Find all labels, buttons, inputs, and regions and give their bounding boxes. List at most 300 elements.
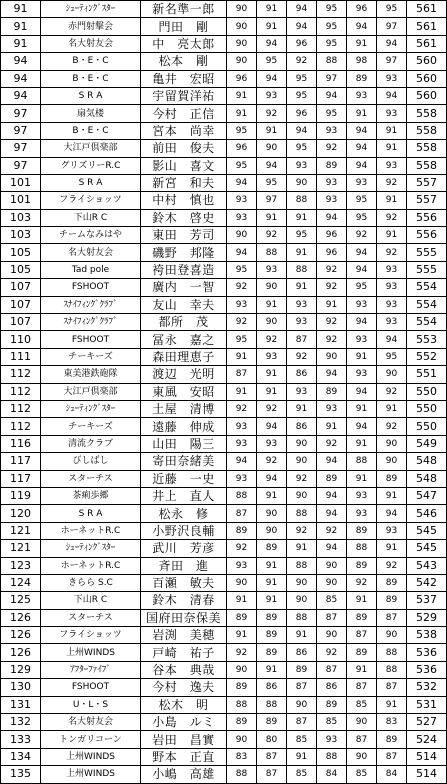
- name-cell: 野本 正直: [141, 748, 227, 765]
- series-score-cell: 90: [317, 574, 347, 591]
- series-score-cell: 90: [347, 714, 377, 731]
- name-cell: 松木 明: [141, 696, 227, 713]
- series-score-cell: 91: [377, 227, 407, 244]
- series-score-cell: 94: [347, 383, 377, 400]
- total-cell: 527: [407, 714, 447, 731]
- series-score-cell: 90: [377, 453, 407, 470]
- series-score-cell: 88: [287, 505, 317, 522]
- series-score-cell: 91: [377, 540, 407, 557]
- table-row: [1, 557, 447, 574]
- series-score-cell: 97: [377, 18, 407, 35]
- series-score-cell: 94: [317, 453, 347, 470]
- rank-cell: 112: [1, 418, 41, 435]
- team-cell: 清流クラブ: [41, 435, 141, 452]
- series-score-cell: 88: [317, 53, 347, 70]
- series-score-cell: 91: [287, 209, 317, 226]
- series-score-cell: 95: [227, 157, 257, 174]
- series-score-cell: 90: [257, 140, 287, 157]
- series-score-cell: 90: [227, 35, 257, 52]
- series-score-cell: 95: [377, 1, 407, 18]
- table-row: [1, 105, 447, 122]
- total-cell: 514: [407, 766, 447, 783]
- series-score-cell: 95: [227, 122, 257, 139]
- series-score-cell: 93: [257, 261, 287, 278]
- series-score-cell: 87: [227, 366, 257, 383]
- total-cell: 555: [407, 244, 447, 261]
- series-score-cell: 91: [347, 105, 377, 122]
- series-score-cell: 96: [317, 244, 347, 261]
- series-score-cell: 91: [287, 279, 317, 296]
- table-row: [1, 627, 447, 644]
- rank-cell: 97: [1, 157, 41, 174]
- series-score-cell: 89: [257, 627, 287, 644]
- total-cell: 524: [407, 731, 447, 748]
- series-score-cell: 89: [317, 157, 347, 174]
- series-score-cell: 91: [347, 400, 377, 417]
- name-cell: 新宮 和夫: [141, 174, 227, 191]
- team-cell: 扇気楼: [41, 105, 141, 122]
- rank-cell: 107: [1, 314, 41, 331]
- series-score-cell: 85: [317, 592, 347, 609]
- name-cell: 岩渕 美穂: [141, 627, 227, 644]
- name-cell: 中村 慎也: [141, 192, 227, 209]
- series-score-cell: 92: [287, 470, 317, 487]
- series-score-cell: 95: [317, 105, 347, 122]
- name-cell: 松永 修: [141, 505, 227, 522]
- total-cell: 532: [407, 679, 447, 696]
- rank-cell: 111: [1, 348, 41, 365]
- total-cell: 557: [407, 174, 447, 191]
- name-cell: 近藤 一史: [141, 470, 227, 487]
- table-row: [1, 435, 447, 452]
- table-row: [1, 453, 447, 470]
- series-score-cell: 87: [287, 679, 317, 696]
- name-cell: 土屋 清博: [141, 400, 227, 417]
- name-cell: 岩田 昌實: [141, 731, 227, 748]
- rank-cell: 105: [1, 244, 41, 261]
- series-score-cell: 94: [227, 174, 257, 191]
- series-score-cell: 94: [227, 244, 257, 261]
- table-row: [1, 731, 447, 748]
- table-row: [1, 279, 447, 296]
- total-cell: 550: [407, 418, 447, 435]
- series-score-cell: 90: [287, 574, 317, 591]
- series-score-cell: 91: [377, 487, 407, 504]
- team-cell: チーキーズ: [41, 418, 141, 435]
- total-cell: 538: [407, 627, 447, 644]
- table-row: [1, 157, 447, 174]
- name-cell: 松本 剛: [141, 53, 227, 70]
- series-score-cell: 92: [257, 105, 287, 122]
- total-cell: 555: [407, 261, 447, 278]
- series-score-cell: 89: [227, 714, 257, 731]
- table-row: [1, 70, 447, 87]
- team-cell: U・L・S: [41, 696, 141, 713]
- series-score-cell: 94: [347, 418, 377, 435]
- series-score-cell: 88: [227, 487, 257, 504]
- table-row: [1, 383, 447, 400]
- series-score-cell: 90: [317, 557, 347, 574]
- team-cell: 名大射友会: [41, 714, 141, 731]
- table-row: [1, 1, 447, 18]
- name-cell: 井上 直人: [141, 487, 227, 504]
- name-cell: 宇留賀洋祐: [141, 87, 227, 104]
- series-score-cell: 96: [317, 227, 347, 244]
- series-score-cell: 91: [347, 348, 377, 365]
- series-score-cell: 95: [287, 140, 317, 157]
- series-score-cell: 94: [317, 540, 347, 557]
- name-cell: 寄田奈緒美: [141, 453, 227, 470]
- rank-cell: 116: [1, 435, 41, 452]
- series-score-cell: 91: [377, 192, 407, 209]
- team-cell: Tad pole: [41, 261, 141, 278]
- rank-cell: 112: [1, 400, 41, 417]
- series-score-cell: 86: [257, 679, 287, 696]
- series-score-cell: 92: [227, 644, 257, 661]
- name-cell: 影山 喜文: [141, 157, 227, 174]
- series-score-cell: 87: [287, 714, 317, 731]
- table-row: [1, 366, 447, 383]
- series-score-cell: 84: [377, 766, 407, 783]
- series-score-cell: 91: [317, 418, 347, 435]
- rank-cell: 97: [1, 105, 41, 122]
- series-score-cell: 94: [377, 505, 407, 522]
- series-score-cell: 92: [287, 348, 317, 365]
- series-score-cell: 90: [257, 522, 287, 539]
- name-cell: 森田理恵子: [141, 348, 227, 365]
- rank-cell: 91: [1, 1, 41, 18]
- table-row: [1, 487, 447, 504]
- rank-cell: 124: [1, 574, 41, 591]
- series-score-cell: 87: [347, 731, 377, 748]
- series-score-cell: 92: [377, 244, 407, 261]
- total-cell: 557: [407, 192, 447, 209]
- series-score-cell: 92: [317, 261, 347, 278]
- series-score-cell: 95: [227, 331, 257, 348]
- series-score-cell: 90: [227, 53, 257, 70]
- series-score-cell: 92: [317, 140, 347, 157]
- total-cell: 536: [407, 644, 447, 661]
- name-cell: 小嶋 高雄: [141, 766, 227, 783]
- name-cell: 袴田登喜造: [141, 261, 227, 278]
- team-cell: きらら S.C: [41, 574, 141, 591]
- series-score-cell: 97: [377, 53, 407, 70]
- series-score-cell: 93: [347, 87, 377, 104]
- series-score-cell: 96: [287, 35, 317, 52]
- series-score-cell: 94: [377, 35, 407, 52]
- series-score-cell: 95: [287, 227, 317, 244]
- series-score-cell: 91: [257, 209, 287, 226]
- series-score-cell: 91: [377, 696, 407, 713]
- name-cell: 百瀬 敏夫: [141, 574, 227, 591]
- table-row: [1, 540, 447, 557]
- name-cell: 武川 芳彦: [141, 540, 227, 557]
- team-cell: ｼｭｰﾃｨﾝｸﾞｽﾀｰ: [41, 1, 141, 18]
- team-cell: 大江戸倶楽部: [41, 383, 141, 400]
- series-score-cell: 89: [287, 661, 317, 678]
- series-score-cell: 93: [377, 296, 407, 313]
- total-cell: 558: [407, 157, 447, 174]
- name-cell: 渡辺 光明: [141, 366, 227, 383]
- series-score-cell: 89: [227, 522, 257, 539]
- series-score-cell: 93: [227, 209, 257, 226]
- series-score-cell: 90: [287, 435, 317, 452]
- table-row: [1, 227, 447, 244]
- series-score-cell: 80: [257, 731, 287, 748]
- series-score-cell: 93: [257, 435, 287, 452]
- table-row: [1, 592, 447, 609]
- name-cell: 小野沢良輔: [141, 522, 227, 539]
- series-score-cell: 91: [257, 383, 287, 400]
- series-score-cell: 91: [377, 400, 407, 417]
- series-score-cell: 85: [287, 766, 317, 783]
- series-score-cell: 90: [227, 731, 257, 748]
- name-cell: 東田 芳司: [141, 227, 227, 244]
- total-cell: 551: [407, 366, 447, 383]
- team-cell: B・E・C: [41, 53, 141, 70]
- series-score-cell: 94: [317, 209, 347, 226]
- team-cell: ｼｭｰﾃｨﾝｸﾞｽﾀｰ: [41, 540, 141, 557]
- series-score-cell: 96: [347, 1, 377, 18]
- total-cell: 554: [407, 279, 447, 296]
- table-row: [1, 244, 447, 261]
- series-score-cell: 92: [257, 400, 287, 417]
- total-cell: 550: [407, 383, 447, 400]
- team-cell: S R A: [41, 505, 141, 522]
- series-score-cell: 94: [227, 453, 257, 470]
- series-score-cell: 93: [347, 174, 377, 191]
- total-cell: 545: [407, 540, 447, 557]
- series-score-cell: 88: [227, 766, 257, 783]
- series-score-cell: 89: [257, 644, 287, 661]
- series-score-cell: 87: [347, 627, 377, 644]
- team-cell: 名大射友会: [41, 244, 141, 261]
- table-row: [1, 714, 447, 731]
- series-score-cell: 83: [377, 714, 407, 731]
- series-score-cell: 93: [257, 87, 287, 104]
- table-row: [1, 609, 447, 626]
- series-score-cell: 91: [257, 592, 287, 609]
- rank-cell: 135: [1, 766, 41, 783]
- series-score-cell: 94: [347, 18, 377, 35]
- rank-cell: 94: [1, 53, 41, 70]
- team-cell: びしばし: [41, 453, 141, 470]
- total-cell: 537: [407, 592, 447, 609]
- team-cell: FSHOOT: [41, 279, 141, 296]
- rank-cell: 101: [1, 192, 41, 209]
- rank-cell: 133: [1, 731, 41, 748]
- rank-cell: 107: [1, 279, 41, 296]
- series-score-cell: 94: [287, 1, 317, 18]
- team-cell: フライショッツ: [41, 192, 141, 209]
- total-cell: 554: [407, 296, 447, 313]
- total-cell: 531: [407, 696, 447, 713]
- rank-cell: 125: [1, 592, 41, 609]
- team-cell: スターチス: [41, 609, 141, 626]
- series-score-cell: 89: [377, 731, 407, 748]
- total-cell: 546: [407, 505, 447, 522]
- series-score-cell: 89: [347, 609, 377, 626]
- series-score-cell: 93: [347, 331, 377, 348]
- series-score-cell: 93: [227, 296, 257, 313]
- series-score-cell: 87: [227, 505, 257, 522]
- name-cell: 東風 安昭: [141, 383, 227, 400]
- series-score-cell: 92: [347, 574, 377, 591]
- rank-cell: 97: [1, 122, 41, 139]
- series-score-cell: 93: [317, 122, 347, 139]
- rank-cell: 94: [1, 87, 41, 104]
- team-cell: ｽﾅｲﾌｨﾝｸﾞｸﾗﾌﾞ: [41, 314, 141, 331]
- series-score-cell: 97: [257, 192, 287, 209]
- table-row: [1, 505, 447, 522]
- series-score-cell: 88: [287, 609, 317, 626]
- series-score-cell: 94: [257, 35, 287, 52]
- series-score-cell: 91: [227, 348, 257, 365]
- name-cell: 今村 逸夫: [141, 679, 227, 696]
- table-row: [1, 348, 447, 365]
- series-score-cell: 94: [347, 244, 377, 261]
- series-score-cell: 92: [287, 53, 317, 70]
- table-row: [1, 574, 447, 591]
- series-score-cell: 91: [257, 487, 287, 504]
- series-score-cell: 93: [227, 435, 257, 452]
- table-row: [1, 314, 447, 331]
- table-row: [1, 400, 447, 417]
- series-score-cell: 85: [317, 714, 347, 731]
- series-score-cell: 90: [257, 279, 287, 296]
- table-row: [1, 261, 447, 278]
- series-score-cell: 95: [257, 53, 287, 70]
- series-score-cell: 94: [347, 157, 377, 174]
- series-score-cell: 91: [347, 435, 377, 452]
- total-cell: 542: [407, 574, 447, 591]
- team-cell: ホーネットR.C: [41, 522, 141, 539]
- series-score-cell: 89: [347, 557, 377, 574]
- series-score-cell: 87: [347, 679, 377, 696]
- series-score-cell: 96: [227, 140, 257, 157]
- series-score-cell: 89: [377, 574, 407, 591]
- series-score-cell: 95: [317, 1, 347, 18]
- name-cell: 磯野 邦隆: [141, 244, 227, 261]
- series-score-cell: 87: [377, 679, 407, 696]
- series-score-cell: 92: [347, 227, 377, 244]
- table-row: [1, 122, 447, 139]
- name-cell: 小島 ルミ: [141, 714, 227, 731]
- team-cell: グリズリーR.C: [41, 157, 141, 174]
- series-score-cell: 95: [347, 279, 377, 296]
- team-cell: FSHOOT: [41, 679, 141, 696]
- team-cell: チームなみはや: [41, 227, 141, 244]
- series-score-cell: 90: [287, 487, 317, 504]
- series-score-cell: 87: [257, 748, 287, 765]
- name-cell: 都所 茂: [141, 314, 227, 331]
- series-score-cell: 95: [377, 348, 407, 365]
- series-score-cell: 88: [377, 661, 407, 678]
- series-score-cell: 91: [257, 661, 287, 678]
- total-cell: 556: [407, 209, 447, 226]
- series-score-cell: 93: [287, 157, 317, 174]
- series-score-cell: 90: [377, 435, 407, 452]
- series-score-cell: 92: [257, 453, 287, 470]
- team-cell: ｱﾌﾀｰﾌｧｲﾌﾞ: [41, 661, 141, 678]
- team-cell: B・E・C: [41, 122, 141, 139]
- series-score-cell: 89: [257, 609, 287, 626]
- table-row: [1, 766, 447, 783]
- team-cell: 大江戸倶楽部: [41, 140, 141, 157]
- total-cell: 536: [407, 661, 447, 678]
- series-score-cell: 91: [317, 296, 347, 313]
- name-cell: 冨永 嘉之: [141, 331, 227, 348]
- series-score-cell: 91: [257, 557, 287, 574]
- total-cell: 547: [407, 487, 447, 504]
- total-cell: 553: [407, 331, 447, 348]
- series-score-cell: 93: [377, 522, 407, 539]
- table-row: [1, 192, 447, 209]
- series-score-cell: 86: [287, 418, 317, 435]
- team-cell: 名大射友会: [41, 35, 141, 52]
- series-score-cell: 90: [287, 696, 317, 713]
- series-score-cell: 87: [377, 748, 407, 765]
- series-score-cell: 90: [227, 574, 257, 591]
- series-score-cell: 93: [287, 296, 317, 313]
- series-score-cell: 90: [287, 453, 317, 470]
- series-score-cell: 89: [377, 470, 407, 487]
- name-cell: 亀井 宏昭: [141, 70, 227, 87]
- table-row: [1, 87, 447, 104]
- series-score-cell: 94: [257, 70, 287, 87]
- series-score-cell: 96: [227, 70, 257, 87]
- series-score-cell: 90: [287, 174, 317, 191]
- series-score-cell: 86: [287, 366, 317, 383]
- series-score-cell: 89: [227, 609, 257, 626]
- series-score-cell: 93: [317, 192, 347, 209]
- rank-cell: 134: [1, 748, 41, 765]
- series-score-cell: 94: [347, 140, 377, 157]
- series-score-cell: 94: [347, 314, 377, 331]
- team-cell: チーキーズ: [41, 348, 141, 365]
- series-score-cell: 92: [377, 174, 407, 191]
- series-score-cell: 95: [227, 261, 257, 278]
- table-row: [1, 696, 447, 713]
- series-score-cell: 93: [227, 470, 257, 487]
- rank-cell: 129: [1, 661, 41, 678]
- series-score-cell: 92: [317, 314, 347, 331]
- series-score-cell: 92: [317, 331, 347, 348]
- series-score-cell: 92: [227, 279, 257, 296]
- name-cell: 鈴木 清春: [141, 592, 227, 609]
- series-score-cell: 95: [257, 174, 287, 191]
- series-score-cell: 92: [257, 331, 287, 348]
- series-score-cell: 93: [347, 487, 377, 504]
- table-row: [1, 644, 447, 661]
- rank-cell: 121: [1, 522, 41, 539]
- series-score-cell: 93: [347, 296, 377, 313]
- total-cell: 549: [407, 435, 447, 452]
- series-score-cell: 92: [287, 522, 317, 539]
- series-score-cell: 91: [287, 244, 317, 261]
- series-score-cell: 96: [287, 105, 317, 122]
- name-cell: 斉田 進: [141, 557, 227, 574]
- series-score-cell: 85: [347, 696, 377, 713]
- series-score-cell: 89: [377, 592, 407, 609]
- series-score-cell: 92: [317, 279, 347, 296]
- total-cell: 548: [407, 470, 447, 487]
- table-row: [1, 209, 447, 226]
- name-cell: 門田 剛: [141, 18, 227, 35]
- series-score-cell: 95: [347, 192, 377, 209]
- series-score-cell: 95: [347, 209, 377, 226]
- team-cell: 赤門射撃会: [41, 18, 141, 35]
